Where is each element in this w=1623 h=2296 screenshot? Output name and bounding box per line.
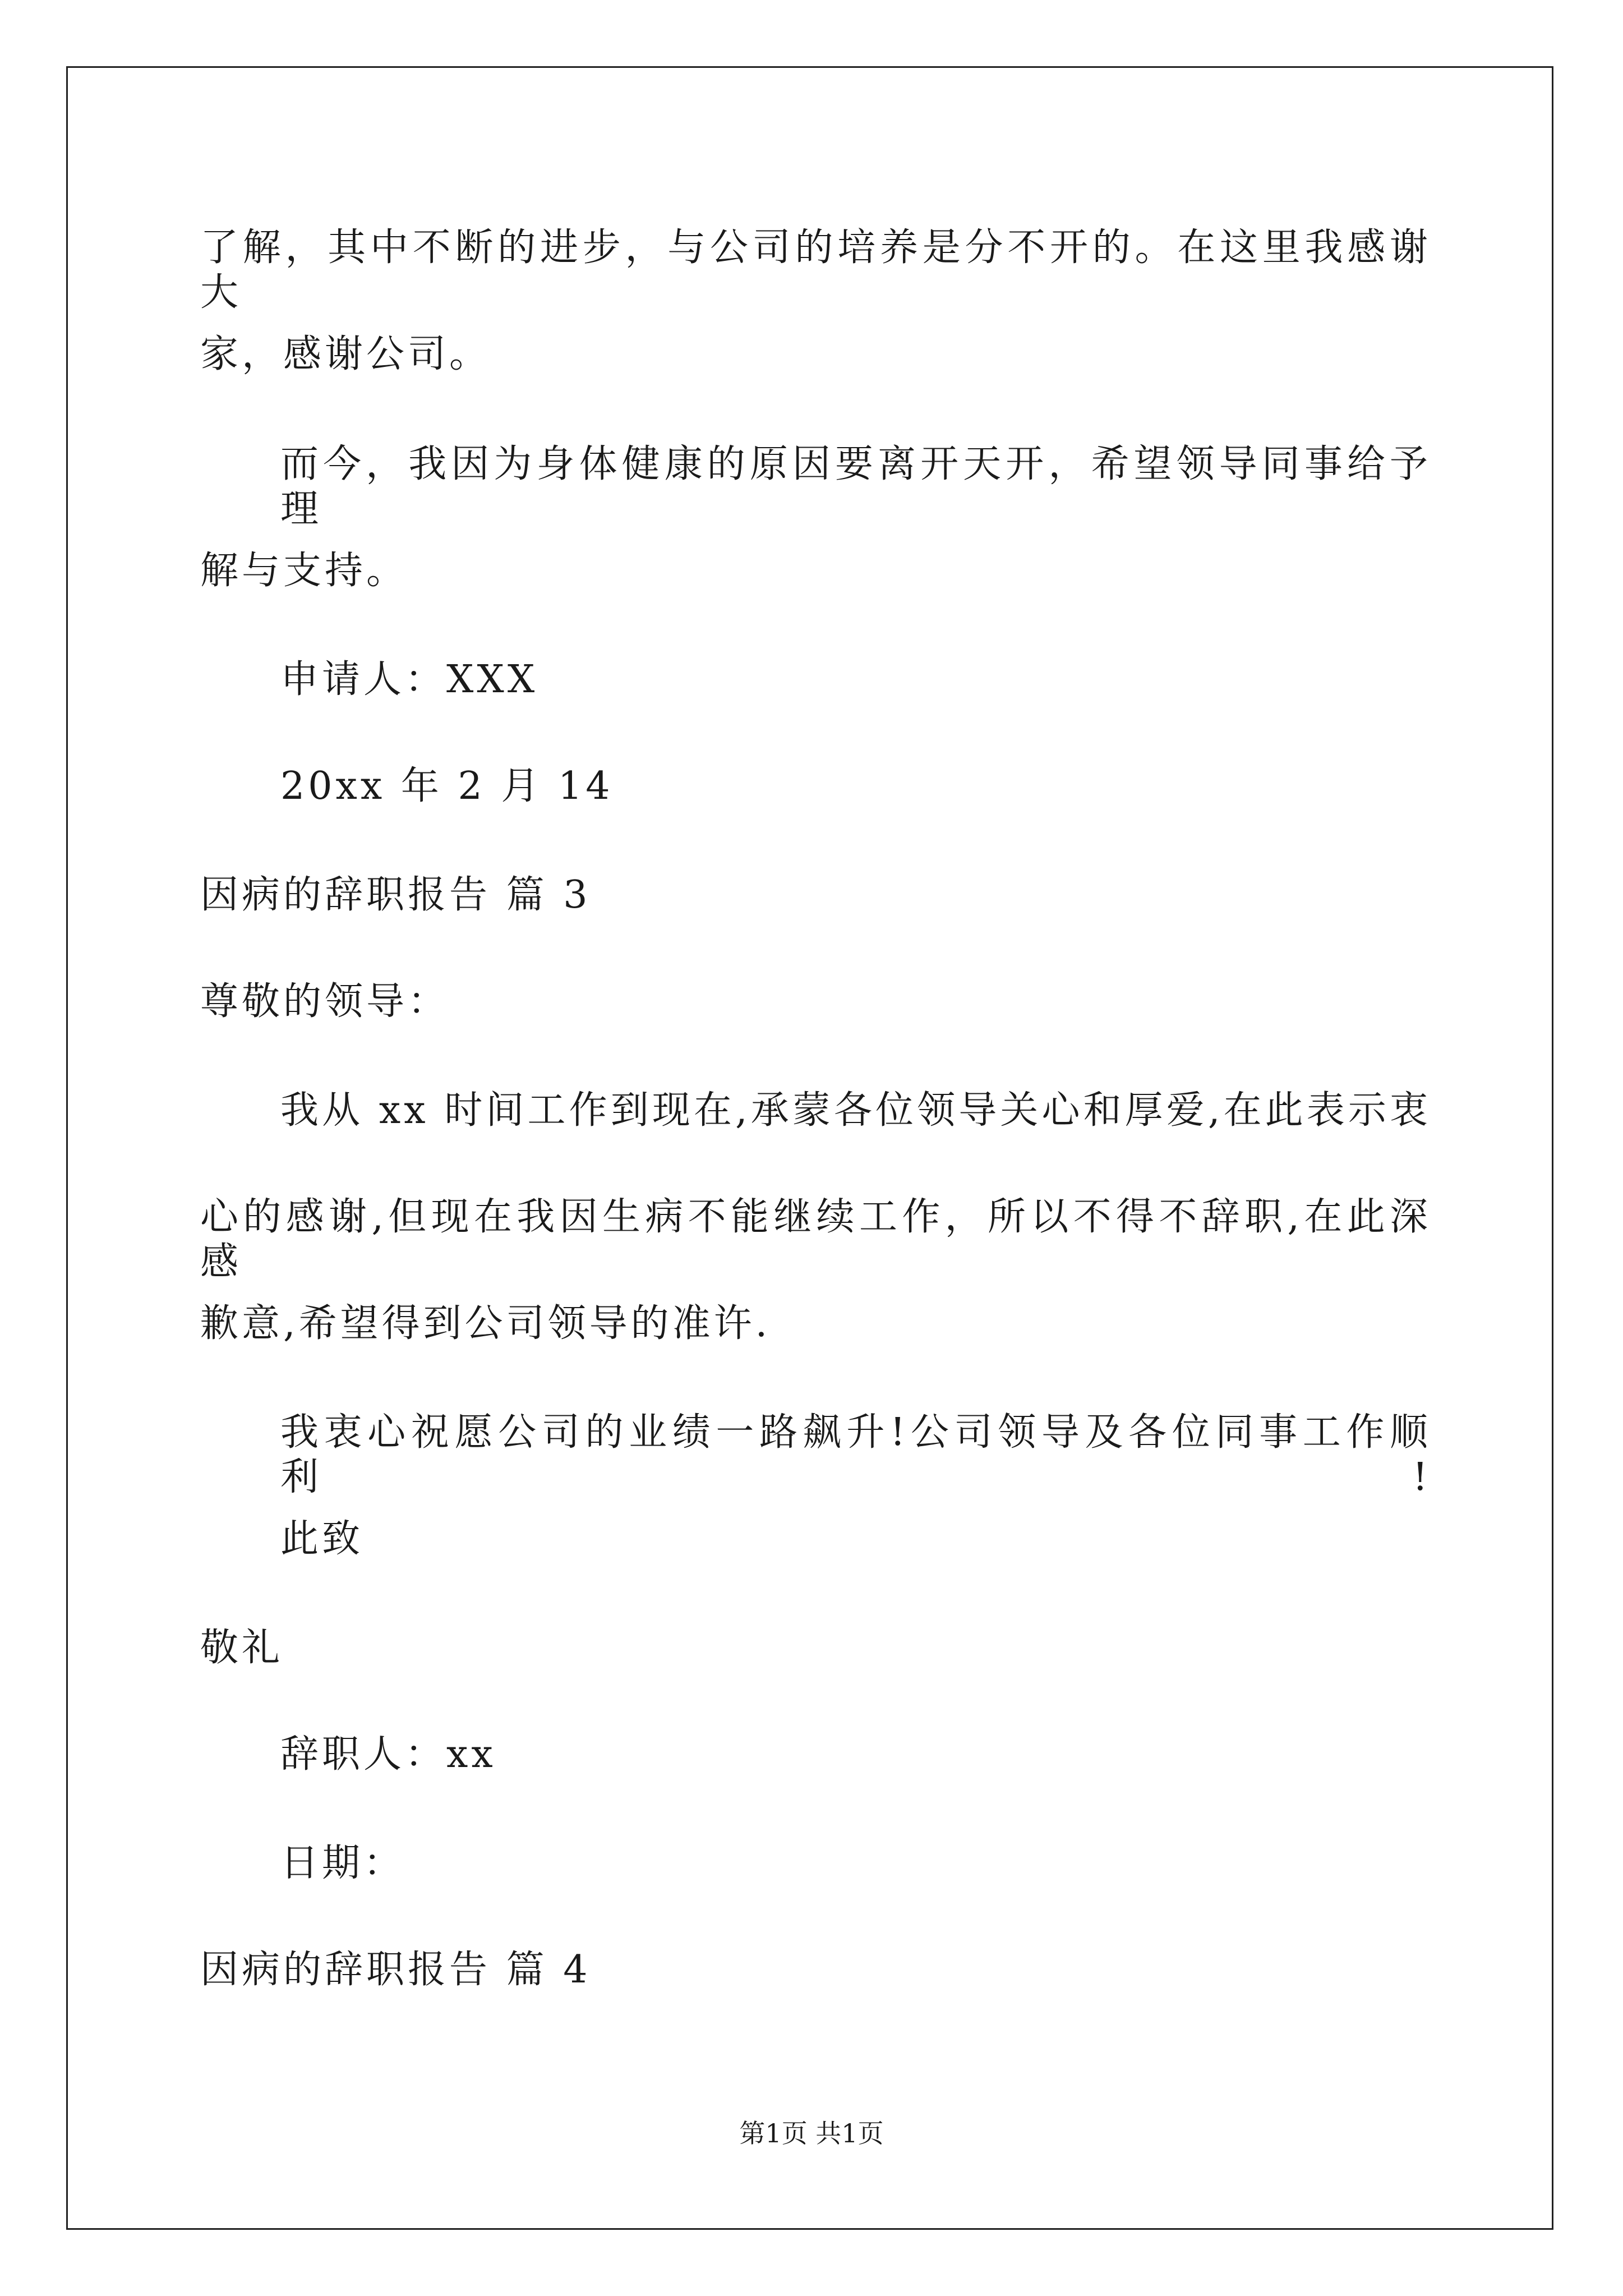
body-text-line: 我衷心祝愿公司的业绩一路飙升!公司领导及各位同事工作顺利! — [280, 1410, 1431, 1499]
section-heading: 因病的辞职报告 篇 3 — [200, 873, 591, 917]
body-text-line: 了解，其中不断的进步，与公司的培养是分不开的。在这里我感谢大 — [200, 226, 1431, 315]
page-number-footer: 第1页 共1页 — [739, 2118, 884, 2148]
body-text-line: 我从 xx 时间工作到现在,承蒙各位领导关心和厚爱,在此表示衷 — [280, 1088, 1431, 1133]
salutation: 尊敬的领导： — [200, 979, 450, 1024]
body-text-line: 解与支持。 — [200, 549, 408, 593]
date-line: 20xx 年 2 月 14 — [280, 764, 614, 808]
page-border — [66, 66, 1553, 2230]
section-heading: 因病的辞职报告 篇 4 — [200, 1948, 591, 1992]
body-text-line: 而今，我因为身体健康的原因要离开天开，希望领导同事给予理 — [280, 442, 1431, 531]
body-text-line: 心的感谢,但现在我因生病不能继续工作，所以不得不辞职,在此深感 — [200, 1195, 1431, 1284]
closing-line: 此致 — [280, 1517, 364, 1561]
date-line: 日期： — [280, 1841, 405, 1885]
signature-resigner: 辞职人：xx — [280, 1732, 496, 1777]
closing-regards: 敬礼 — [200, 1626, 284, 1670]
signature-applicant: 申请人：XXX — [280, 657, 538, 702]
body-text-line: 歉意,希望得到公司领导的准许. — [200, 1301, 771, 1346]
body-text-line: 家，感谢公司。 — [200, 332, 491, 376]
